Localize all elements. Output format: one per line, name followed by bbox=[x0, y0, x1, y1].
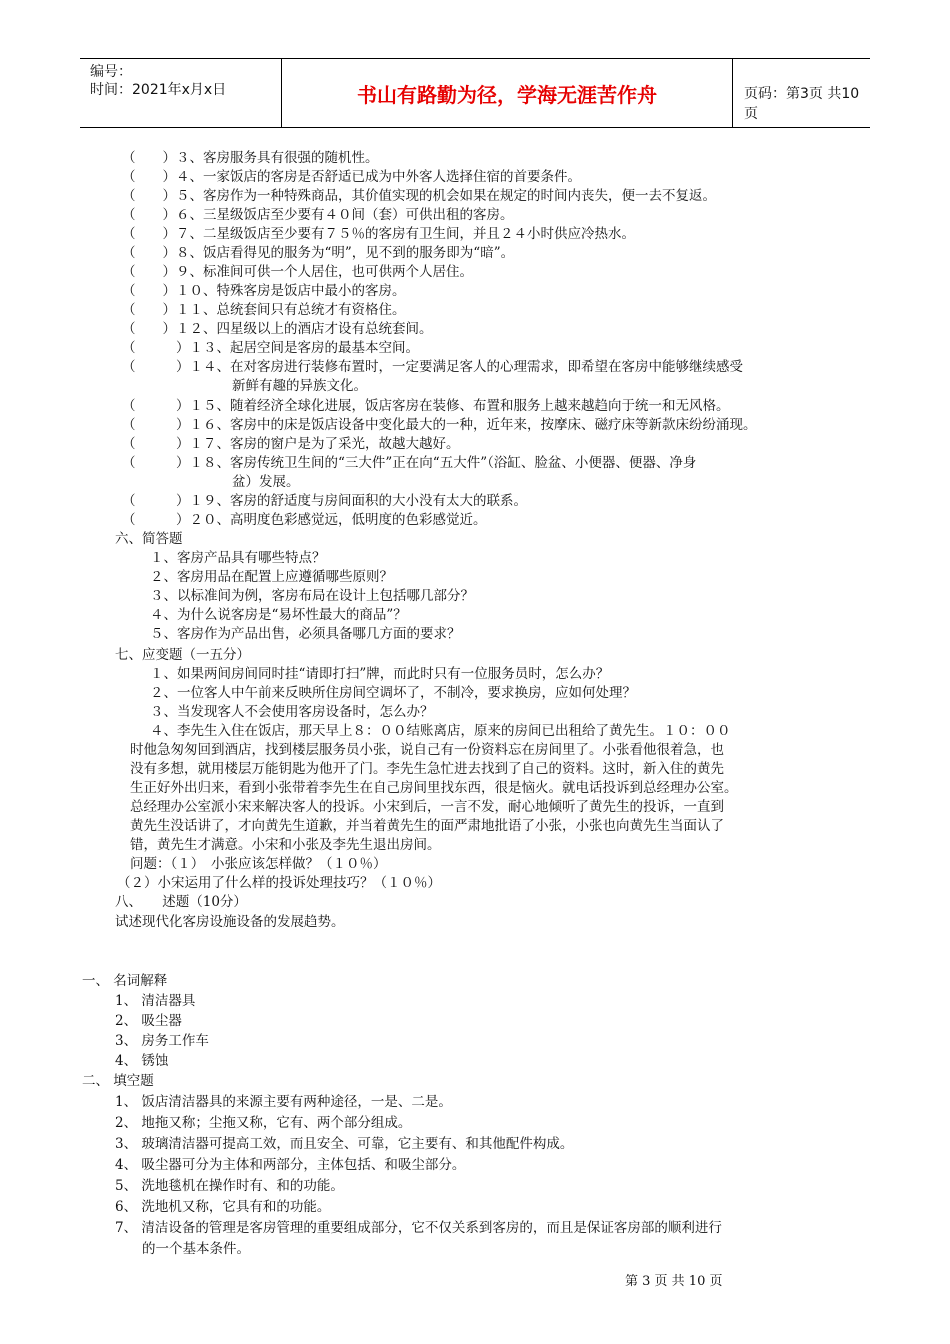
header-page-cell bbox=[732, 59, 870, 127]
judgement-item: （ ）４、一家饭店的客房是否舒适已成为中外客人选择住宿的首要条件。 bbox=[122, 169, 581, 185]
case-text-line: 生正好外出归来，看到小张带着李先生在自己房间里找东西，很是恼火。就电话投诉到总经理办公室。 bbox=[130, 780, 738, 796]
judgement-item: （ ）１４、在对客房进行装修布置时，一定要满足客人的心理需求，即希望在客房中能够继续感受 bbox=[122, 359, 743, 375]
term-item: 1、 清洁器具 bbox=[115, 993, 196, 1009]
case-text-line: 时他急匆匆回到酒店，找到楼层服务员小张，说自己有一份资料忘在房间里了。小张看他很着急，也 bbox=[130, 742, 724, 758]
header-motto-cell bbox=[281, 59, 733, 127]
judgement-item: （ ）７、二星级饭店至少要有７５％的客房有卫生间，并且２４小时供应冷热水。 bbox=[122, 226, 635, 242]
judgement-item: （ ）１３、起居空间是客房的最基本空间。 bbox=[122, 340, 419, 356]
judgement-item: （ ）９、标准间可供一个人居住，也可供两个人居住。 bbox=[122, 264, 473, 280]
fill-item: 7、 清洁设备的管理是客房管理的重要组成部分，它不仅关系到客房的，而且是保证客房部的顺利进行 bbox=[115, 1220, 722, 1236]
header-page-info: 页码：第3页 共10页 bbox=[744, 86, 860, 122]
case-text-line: 黄先生没话讲了，才向黄先生道歉，并当着黄先生的面严肃地批语了小张，小张也向黄先生当面认了 bbox=[130, 818, 724, 834]
judgement-item-continuation: 盆）发展。 bbox=[232, 474, 300, 490]
essay-prompt: 试述现代化客房设施设备的发展趋势。 bbox=[115, 914, 345, 930]
judgement-item: （ ）１８、客房传统卫生间的“三大件”正在向“五大件”（浴缸、脸盆、小便器、便器、净身 bbox=[122, 455, 697, 471]
contingency-item: ３、当发现客人不会使用客房设备时，怎么办？ bbox=[150, 704, 434, 720]
contingency-item: ４、李先生入住在饭店，那天早上８：００结账离店，原来的房间已出租给了黄先生。１０：００ bbox=[150, 723, 731, 739]
fill-item: 2、 地拖又称；尘拖又称，它有、两个部分组成。 bbox=[115, 1115, 412, 1131]
short-answer-item: １、客房产品具有哪些特点？ bbox=[150, 550, 326, 566]
fill-item: 5、 洗地毯机在操作时有、和的功能。 bbox=[115, 1178, 344, 1194]
term-item: 2、 吸尘器 bbox=[115, 1013, 182, 1029]
case-text-line: 没有多想，就用楼层万能钥匙为他开了门。李先生急忙进去找到了自己的资料。这时，新入住的黄先 bbox=[130, 761, 724, 777]
section-title-short-answer: 六、简答题 bbox=[115, 531, 183, 547]
judgement-item: （ ）１１、总统套间只有总统才有资格住。 bbox=[122, 302, 406, 318]
page-header bbox=[80, 58, 870, 128]
judgement-item: （ ）１６、客房中的床是饭店设备中变化最大的一种，近年来，按摩床、磁疗床等新款床纷纷涌现。 bbox=[122, 417, 757, 433]
case-text-line: 总经理办公室派小宋来解决客人的投诉。小宋到后，一言不发，耐心地倾听了黄先生的投诉，一直到 bbox=[130, 799, 724, 815]
header-motto: 书山有路勤为径，学海无涯苦作舟 bbox=[357, 83, 657, 107]
case-text-line: 错，黄先生才满意。小宋和小张及李先生退出房间。 bbox=[130, 837, 441, 853]
contingency-item: １、如果两间房间同时挂“请即打扫”牌，而此时只有一位服务员时，怎么办？ bbox=[150, 666, 610, 682]
judgement-item: （ ）１２、四星级以上的酒店才设有总统套间。 bbox=[122, 321, 433, 337]
contingency-item: ２、一位客人中午前来反映所住房间空调坏了，不制冷，要求换房，应如何处理？ bbox=[150, 685, 636, 701]
fill-item-continuation: 的一个基本条件。 bbox=[142, 1241, 250, 1257]
judgement-item: （ ）３、客房服务具有很强的随机性。 bbox=[122, 150, 379, 166]
judgement-item: （ ）１０、特殊客房是饭店中最小的客房。 bbox=[122, 283, 406, 299]
judgement-item: （ ）６、三星级饭店至少要有４０间（套）可供出租的客房。 bbox=[122, 207, 514, 223]
short-answer-item: ５、客房作为产品出售，必须具备哪几方面的要求？ bbox=[150, 626, 461, 642]
section-title-essay: 八、 述题（10分） bbox=[115, 894, 247, 910]
term-item: 4、 锈蚀 bbox=[115, 1053, 169, 1069]
page-footer: 第 3 页 共 10 页 bbox=[625, 1274, 723, 1289]
judgement-item: （ ）１９、客房的舒适度与房间面积的大小没有太大的联系。 bbox=[122, 493, 527, 509]
short-answer-item: ４、为什么说客房是“易坏性最大的商品”？ bbox=[150, 607, 407, 623]
short-answer-item: ３、以标准间为例，客房布局在设计上包括哪几部分？ bbox=[150, 588, 474, 604]
header-meta-cell bbox=[80, 59, 280, 127]
judgement-item: （ ）１７、客房的窗户是为了采光，故越大越好。 bbox=[122, 436, 460, 452]
document-number-label: 编号： bbox=[90, 64, 132, 80]
judgement-item: （ ）１５、随着经济全球化进展，饭店客房在装修、布置和服务上越来越趋向于统一和无风格。 bbox=[122, 398, 730, 414]
case-question: 问题：（１） 小张应该怎样做？（１０％） bbox=[130, 856, 387, 872]
fill-item: 4、 吸尘器可分为主体和两部分，主体包括、和吸尘部分。 bbox=[115, 1157, 466, 1173]
fill-item: 3、 玻璃清洁器可提高工效，而且安全、可靠，它主要有、和其他配件构成。 bbox=[115, 1136, 574, 1152]
section-title-fill: 二、 填空题 bbox=[82, 1073, 154, 1089]
judgement-item: （ ）２０、高明度色彩感觉远，低明度的色彩感觉近。 bbox=[122, 512, 487, 528]
term-item: 3、 房务工作车 bbox=[115, 1033, 209, 1049]
section-title-terms: 一、 名词解释 bbox=[82, 973, 168, 989]
judgement-item-continuation: 新鲜有趣的异族文化。 bbox=[232, 378, 367, 394]
case-question: （２）小宋运用了什么样的投诉处理技巧？（１０％） bbox=[117, 875, 441, 891]
short-answer-item: ２、客房用品在配置上应遵循哪些原则？ bbox=[150, 569, 393, 585]
judgement-item: （ ）８、饭店看得见的服务为“明”，见不到的服务即为“暗”。 bbox=[122, 245, 515, 261]
judgement-item: （ ）５、客房作为一种特殊商品，其价值实现的机会如果在规定的时间内丧失，便一去不复返。 bbox=[122, 188, 716, 204]
section-title-contingency: 七、应变题（一五分） bbox=[115, 647, 250, 663]
fill-item: 1、 饭店清洁器具的来源主要有两种途径，一是、二是。 bbox=[115, 1094, 452, 1110]
fill-item: 6、 洗地机又称，它具有和的功能。 bbox=[115, 1199, 331, 1215]
document-time-label: 时间：2021年x月x日 bbox=[90, 82, 227, 98]
